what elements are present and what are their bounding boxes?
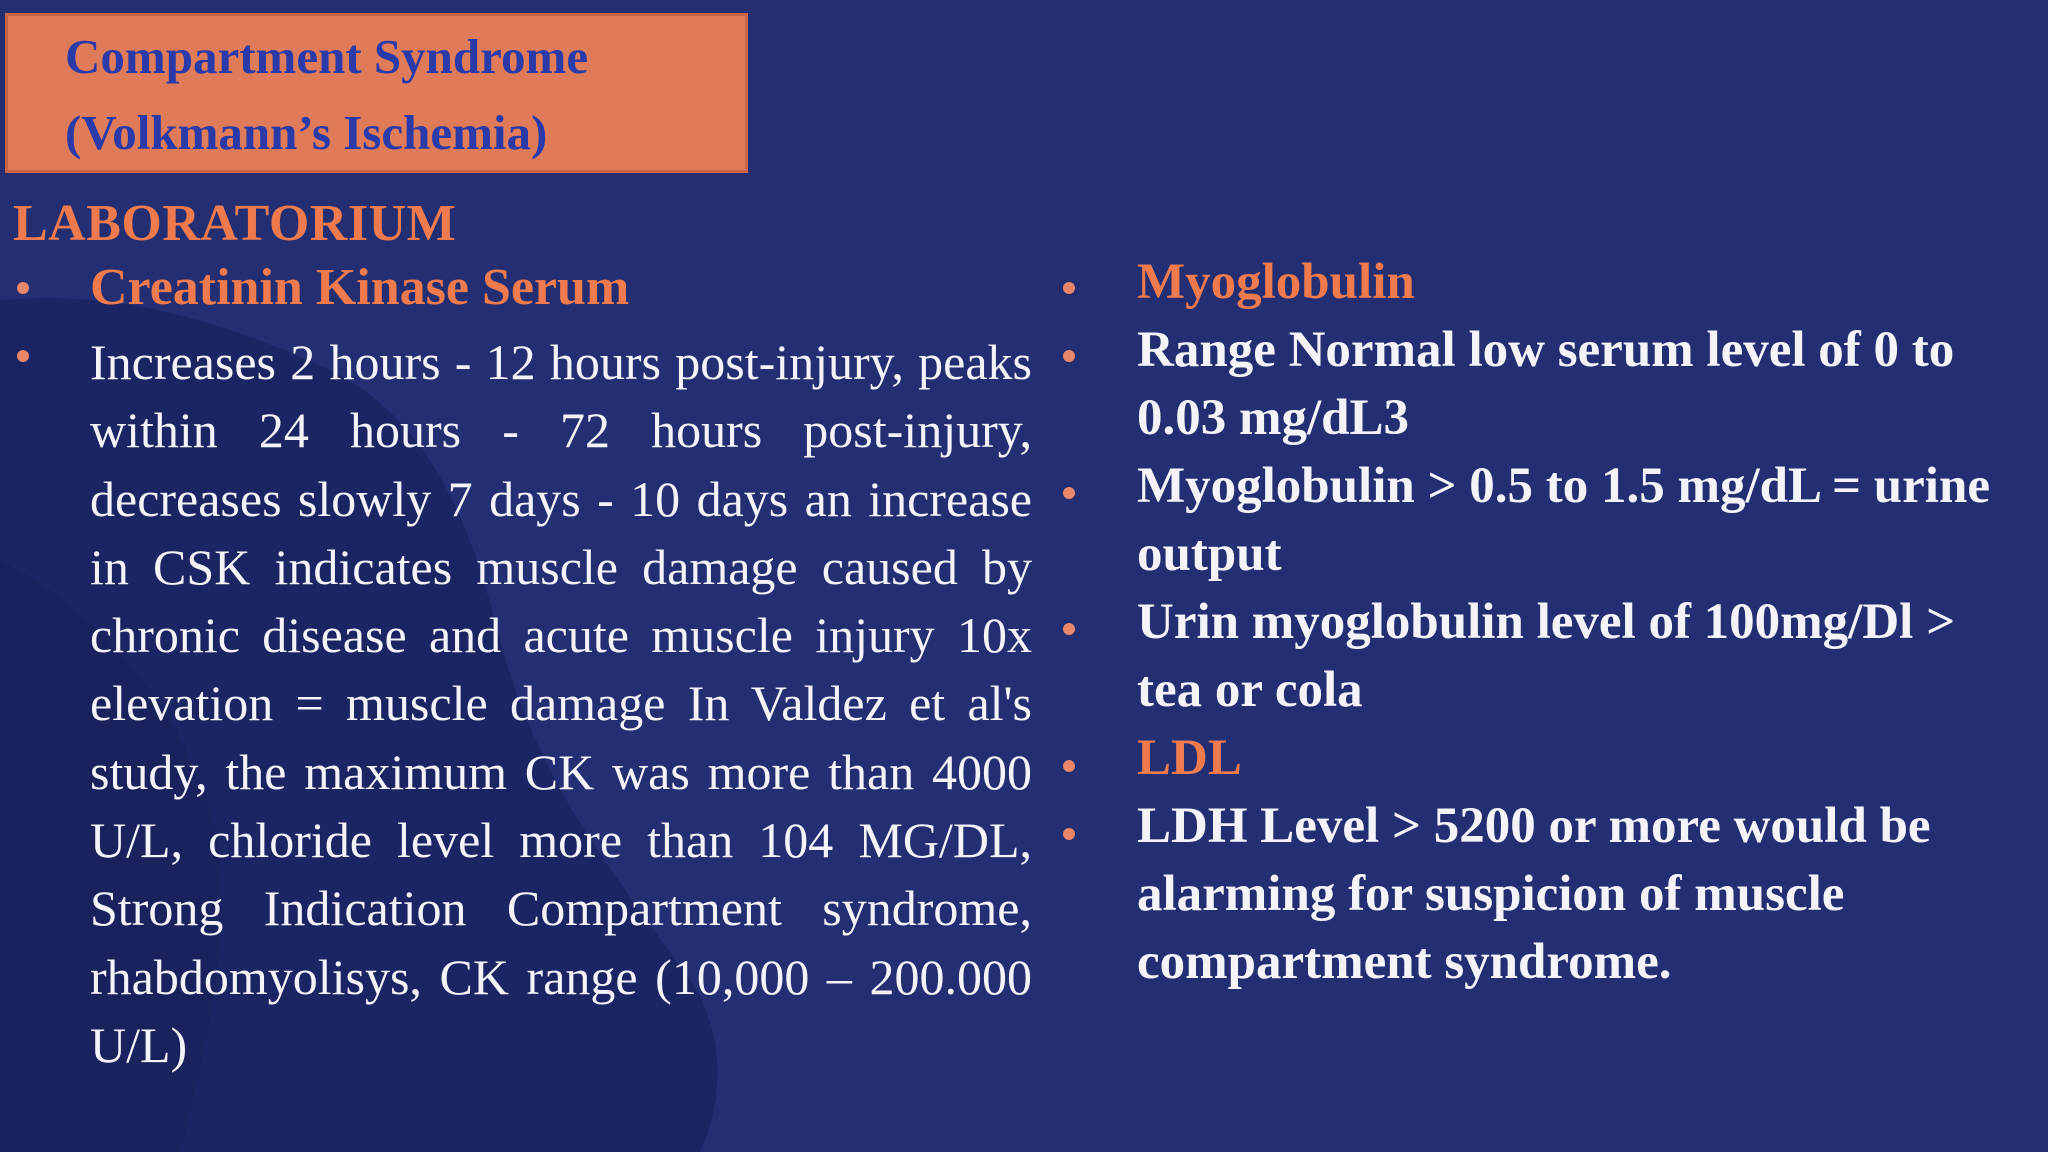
- ldh-line2: alarming for suspicion of muscle: [1137, 866, 1845, 922]
- right-column: [1100, 250, 2048, 1050]
- bullet-icon: [1063, 350, 1075, 362]
- creatinin-paragraph: Increases 2 hours - 12 hours post-injury, peaks within 24 hours - 72 hours post-injury, decreases slowly 7 days - 10 days an increase in CSK indicates muscle damage caused by chronic disease and acute muscle injury 10x elevation = muscle damage In Valdez et al's study, the maximum CK was more than 4000 U/L, chloride level more than 104 MG/DL, Strong Indication Compartment syndrome, rhabdomyolisys, CK range (10,000 – 200.000 U/L): [90, 334, 1032, 1073]
- range-normal-line2: 0.03 mg/dL3: [1137, 390, 1410, 446]
- bullet-icon: [1063, 828, 1075, 840]
- bullet-icon: [17, 282, 29, 294]
- section-heading: LABORATORIUM: [13, 195, 457, 252]
- bullet-icon: [1063, 282, 1075, 294]
- ldh-line3: compartment syndrome.: [1137, 934, 1672, 990]
- urin-myoglobulin-line1: Urin myoglobulin level of 100mg/Dl >: [1137, 594, 1956, 650]
- ldh-line1: LDH Level > 5200 or more would be: [1137, 798, 1931, 854]
- bullet-icon: [17, 350, 29, 362]
- ldl-heading: LDL: [1137, 730, 1242, 786]
- creatinin-heading: Creatinin Kinase Serum: [90, 259, 630, 316]
- slide-title-box: [5, 13, 748, 173]
- bullet-icon: [1063, 760, 1075, 772]
- slide-subtitle: (Volkmann’s Ischemia): [65, 105, 548, 160]
- myoglobulin-urine-line2: output: [1137, 526, 1282, 582]
- myoglobulin-heading: Myoglobulin: [1137, 254, 1415, 310]
- myoglobulin-urine-line1: Myoglobulin > 0.5 to 1.5 mg/dL = urine: [1137, 458, 1990, 514]
- bullet-icon: [1063, 487, 1075, 499]
- urin-myoglobulin-line2: tea or cola: [1137, 662, 1363, 718]
- left-column: [90, 259, 1032, 1079]
- bullet-icon: [1063, 623, 1075, 635]
- slide-title: Compartment Syndrome: [65, 29, 589, 84]
- range-normal-line1: Range Normal low serum level of 0 to: [1137, 322, 1955, 378]
